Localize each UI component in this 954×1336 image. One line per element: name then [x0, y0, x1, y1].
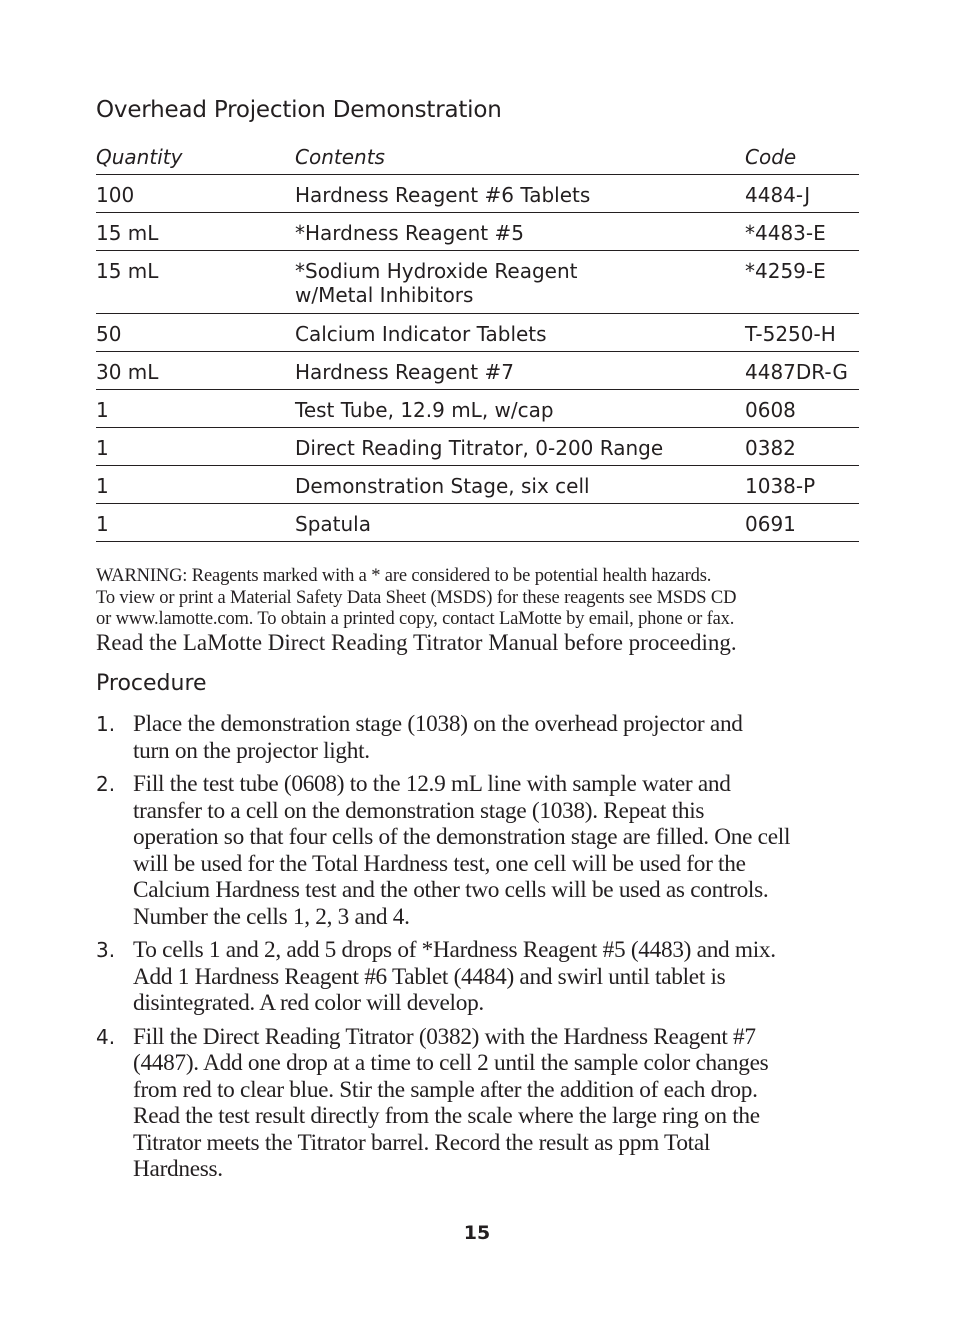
step-line: operation so that four cells of the demonstration stage are filled. One cell [133, 824, 791, 850]
cell-code: 1038-P [745, 465, 859, 503]
step-line: from red to clear blue. Stir the sample after the addition of each drop. [133, 1076, 758, 1103]
step-line: Fill the Direct Reading Titrator (0382) with the Hardness Reagent #7 [133, 1023, 756, 1050]
step-number: 3. [96, 938, 116, 962]
contents-line: Calcium Indicator Tablets [295, 321, 547, 346]
table-row [96, 174, 859, 212]
table-row [96, 503, 859, 541]
cell-quantity: 1 [96, 465, 295, 503]
procedure-step [96, 771, 866, 930]
cell-code: 0691 [745, 503, 859, 541]
step-text [133, 711, 866, 764]
procedure-step [96, 711, 866, 764]
contents-table [96, 138, 859, 542]
cell-code: 0608 [745, 389, 859, 427]
contents-line: Hardness Reagent #6 Tablets [295, 182, 591, 207]
step-line: Calcium Hardness test and the other two cells will be used as controls. [133, 877, 769, 903]
warning-notice [96, 566, 864, 631]
cell-contents [295, 351, 745, 389]
step-text [133, 771, 866, 930]
step-text [133, 1024, 866, 1183]
table-row [96, 465, 859, 503]
contents-line: Direct Reading Titrator, 0-200 Range [295, 435, 664, 460]
step-line: (4487). Add one drop at a time to cell 2 until the sample color changes [133, 1050, 769, 1076]
cell-quantity: 1 [96, 427, 295, 465]
cell-code: 0382 [745, 427, 859, 465]
step-line: Fill the test tube (0608) to the 12.9 mL line with sample water and [133, 771, 731, 797]
procedure-title: Procedure [96, 671, 207, 696]
cell-contents [295, 427, 745, 465]
cell-code: 4487DR-G [745, 351, 859, 389]
step-line: Add 1 Hardness Reagent #6 Tablet (4484) and swirl until tablet is [133, 963, 726, 990]
section-title: Overhead Projection Demonstration [96, 97, 502, 123]
cell-quantity: 1 [96, 389, 295, 427]
cell-quantity: 30 mL [96, 351, 295, 389]
warning-line: or www.lamotte.com. To obtain a printed copy, contact LaMotte by email, phone or fax. [96, 609, 735, 629]
read-manual-note: Read the LaMotte Direct Reading Titrator Manual before proceeding. [96, 630, 737, 655]
cell-contents [295, 250, 745, 313]
cell-contents [295, 503, 745, 541]
table-header-row [96, 138, 859, 174]
cell-contents [295, 389, 745, 427]
contents-line: *Sodium Hydroxide Reagent [295, 258, 578, 283]
cell-code: T-5250-H [745, 313, 859, 351]
cell-contents [295, 465, 745, 503]
table-row [96, 250, 859, 313]
header-contents: Contents [295, 138, 745, 174]
procedure-step [96, 937, 866, 1017]
contents-line: w/Metal Inhibitors [295, 282, 474, 307]
step-number: 2. [96, 772, 116, 796]
step-line: will be used for the Total Hardness test, one cell will be used for the [133, 850, 746, 877]
table-row [96, 212, 859, 250]
page-number: 15 [463, 1222, 491, 1244]
warning-line: To view or print a Material Safety Data Sheet (MSDS) for these reagents see MSDS CD [96, 587, 737, 608]
cell-code: *4483-E [745, 212, 859, 250]
step-line: Place the demonstration stage (1038) on the overhead projector and [133, 711, 743, 737]
table-row [96, 313, 859, 351]
step-text [133, 937, 866, 1017]
contents-line: Spatula [295, 511, 371, 536]
step-line: To cells 1 and 2, add 5 drops of *Hardness Reagent #5 (4483) and mix. [133, 937, 776, 963]
cell-contents [295, 174, 745, 212]
step-line: transfer to a cell on the demonstration stage (1038). Repeat this [133, 797, 705, 824]
contents-line: Hardness Reagent #7 [295, 359, 514, 384]
table-row [96, 351, 859, 389]
contents-line: Demonstration Stage, six cell [295, 473, 590, 498]
header-code: Code [745, 138, 859, 174]
cell-quantity: 15 mL [96, 212, 295, 250]
contents-line: Test Tube, 12.9 mL, w/cap [295, 397, 554, 422]
table-row [96, 389, 859, 427]
cell-quantity: 1 [96, 503, 295, 541]
step-line: turn on the projector light. [133, 737, 370, 764]
cell-quantity: 50 [96, 313, 295, 351]
procedure-step [96, 1024, 866, 1183]
cell-quantity: 100 [96, 174, 295, 212]
cell-code: 4484-J [745, 174, 859, 212]
cell-contents [295, 313, 745, 351]
cell-contents [295, 212, 745, 250]
step-line: disintegrated. A red color will develop. [133, 990, 484, 1016]
step-number: 4. [96, 1024, 116, 1049]
cell-code: *4259-E [745, 250, 859, 313]
step-line: Number the cells 1, 2, 3 and 4. [133, 903, 410, 930]
table-row [96, 427, 859, 465]
step-line: Titrator meets the Titrator barrel. Record the result as ppm Total [133, 1129, 711, 1156]
step-number: 1. [96, 712, 116, 736]
warning-line: WARNING: Reagents marked with a * are considered to be potential health hazards. [96, 566, 712, 586]
procedure-list [96, 711, 866, 1190]
step-line: Hardness. [133, 1156, 223, 1182]
contents-line: *Hardness Reagent #5 [295, 220, 524, 245]
header-quantity: Quantity [96, 138, 295, 174]
step-line: Read the test result directly from the scale where the large ring on the [133, 1103, 760, 1129]
cell-quantity: 15 mL [96, 250, 295, 313]
